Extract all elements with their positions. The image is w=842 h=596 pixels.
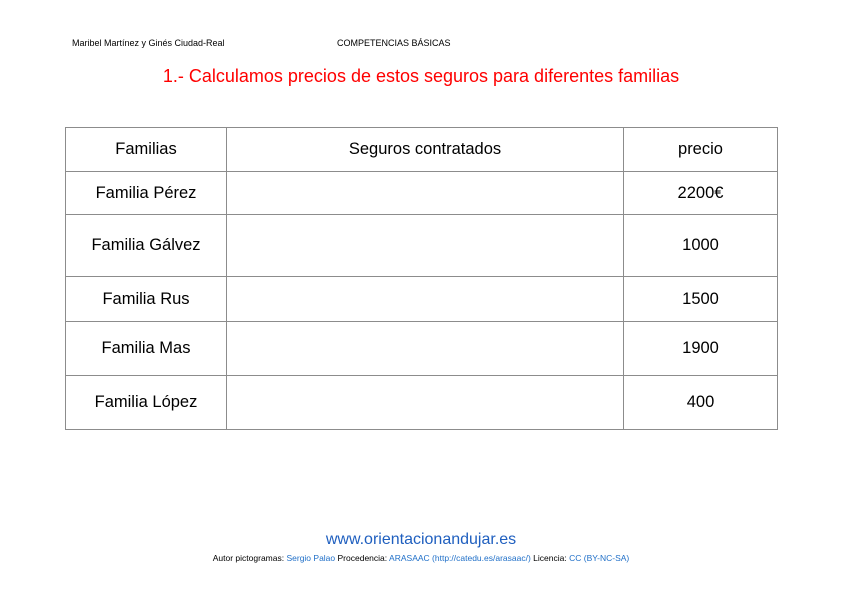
cell-familia: Familia Rus bbox=[66, 277, 227, 322]
cell-seguros[interactable] bbox=[227, 277, 624, 322]
licencia-label: Licencia: bbox=[533, 553, 567, 563]
cell-seguros[interactable] bbox=[227, 172, 624, 215]
cell-precio: 1900 bbox=[624, 322, 778, 376]
column-header-familias: Familias bbox=[66, 128, 227, 172]
cell-seguros[interactable] bbox=[227, 215, 624, 277]
autor-link[interactable]: Sergio Palao bbox=[286, 553, 336, 563]
website-link[interactable]: www.orientacionandujar.es bbox=[325, 531, 517, 548]
credits-line bbox=[0, 553, 842, 563]
cell-familia: Familia Gálvez bbox=[66, 215, 227, 277]
table-row bbox=[66, 322, 778, 376]
column-header-precio: precio bbox=[624, 128, 778, 172]
header-subject: COMPETENCIAS BÁSICAS bbox=[337, 38, 451, 48]
table-row bbox=[66, 277, 778, 322]
cell-familia: Familia Mas bbox=[66, 322, 227, 376]
cell-precio: 400 bbox=[624, 376, 778, 430]
procedencia-label: Procedencia: bbox=[337, 553, 388, 563]
table-header-row bbox=[66, 128, 778, 172]
cell-familia: Familia López bbox=[66, 376, 227, 430]
cell-seguros[interactable] bbox=[227, 322, 624, 376]
page-title: 1.- Calculamos precios de estos seguros para diferentes familias bbox=[162, 66, 680, 86]
procedencia-link[interactable]: ARASAAC bbox=[389, 553, 430, 563]
table-row bbox=[66, 376, 778, 430]
cell-precio: 1500 bbox=[624, 277, 778, 322]
cell-precio: 2200€ bbox=[624, 172, 778, 215]
licencia-link[interactable]: CC (BY-NC-SA) bbox=[569, 553, 630, 563]
insurance-table bbox=[65, 127, 778, 430]
cell-seguros[interactable] bbox=[227, 376, 624, 430]
procedencia-url-link[interactable]: (http://catedu.es/arasaac/) bbox=[432, 553, 531, 563]
column-header-seguros: Seguros contratados bbox=[227, 128, 624, 172]
cell-familia: Familia Pérez bbox=[66, 172, 227, 215]
table-row bbox=[66, 215, 778, 277]
cell-precio: 1000 bbox=[624, 215, 778, 277]
table-row bbox=[66, 172, 778, 215]
header-authors: Maribel Martínez y Ginés Ciudad-Real bbox=[72, 38, 225, 48]
autor-label: Autor pictogramas: bbox=[212, 553, 285, 563]
